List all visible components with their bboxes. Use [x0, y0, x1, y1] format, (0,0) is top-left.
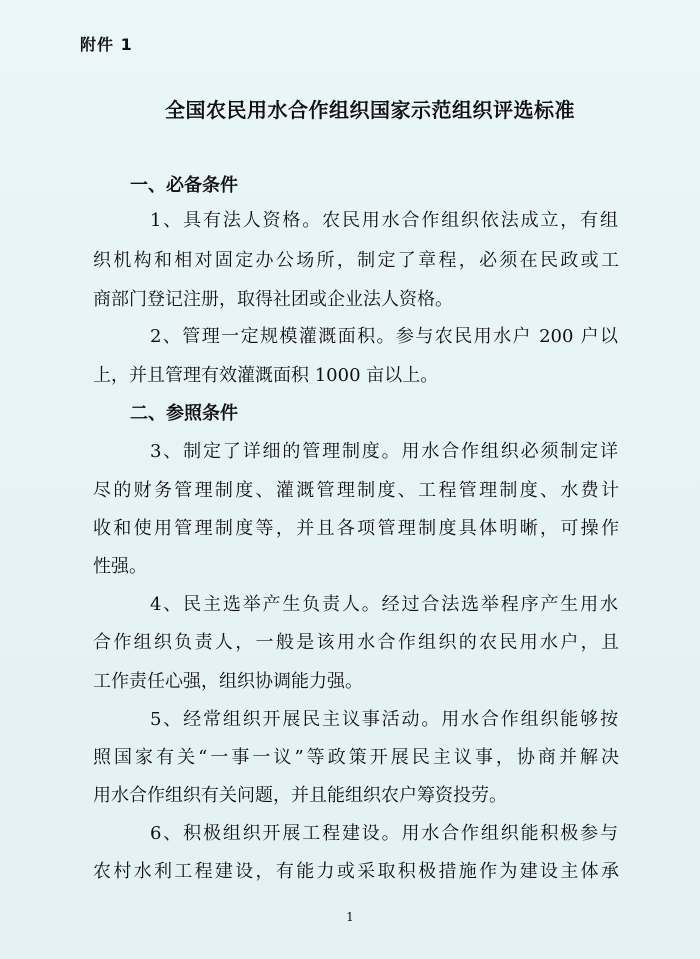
- paragraph-line: 照国家有关“一事一议”等政策开展民主议事，协商并解决: [93, 747, 619, 768]
- paragraph-line: 3、制定了详细的管理制度。用水合作组织必须制定详: [150, 441, 618, 462]
- attachment-label: 附件 1: [80, 35, 133, 54]
- paragraph-line: 尽的财务管理制度、灌溉管理制度、工程管理制度、水费计: [93, 480, 619, 501]
- paragraph-line: 用水合作组织有关问题，并且能组织农户筹资投劳。: [93, 785, 507, 806]
- paragraph-line: 合作组织负责人，一般是该用水合作组织的农民用水户，且: [93, 632, 619, 653]
- document-title: 全国农民用水合作组织国家示范组织评选标准: [165, 98, 575, 122]
- paragraph-line: 织机构和相对固定办公场所，制定了章程，必须在民政或工: [93, 250, 619, 271]
- paragraph-line: 农村水利工程建设，有能力或采取积极措施作为建设主体承: [93, 861, 619, 882]
- section-heading-required: 一、必备条件: [130, 175, 238, 196]
- paragraph-line: 性强。: [93, 556, 147, 577]
- paragraph-line: 工作责任心强，组织协调能力强。: [93, 671, 363, 692]
- paragraph-line: 1、具有法人资格。农民用水合作组织依法成立，有组: [150, 210, 618, 231]
- paragraph-line: 4、民主选举产生负责人。经过合法选举程序产生用水: [150, 594, 618, 615]
- paragraph-line: 商部门登记注册，取得社团或企业法人资格。: [93, 289, 453, 310]
- paragraph-line: 上，并且管理有效灌溉面积 1000 亩以上。: [93, 365, 439, 386]
- paragraph-line: 2、管理一定规模灌溉面积。参与农民用水户 200 户以: [150, 326, 618, 347]
- paragraph-line: 5、经常组织开展民主议事活动。用水合作组织能够按: [150, 709, 618, 730]
- page-number: 1: [346, 910, 354, 924]
- paragraph-line: 6、积极组织开展工程建设。用水合作组织能积极参与: [150, 823, 618, 844]
- section-heading-reference: 二、参照条件: [130, 403, 238, 424]
- paragraph-line: 收和使用管理制度等，并且各项管理制度具体明晰，可操作: [93, 518, 619, 539]
